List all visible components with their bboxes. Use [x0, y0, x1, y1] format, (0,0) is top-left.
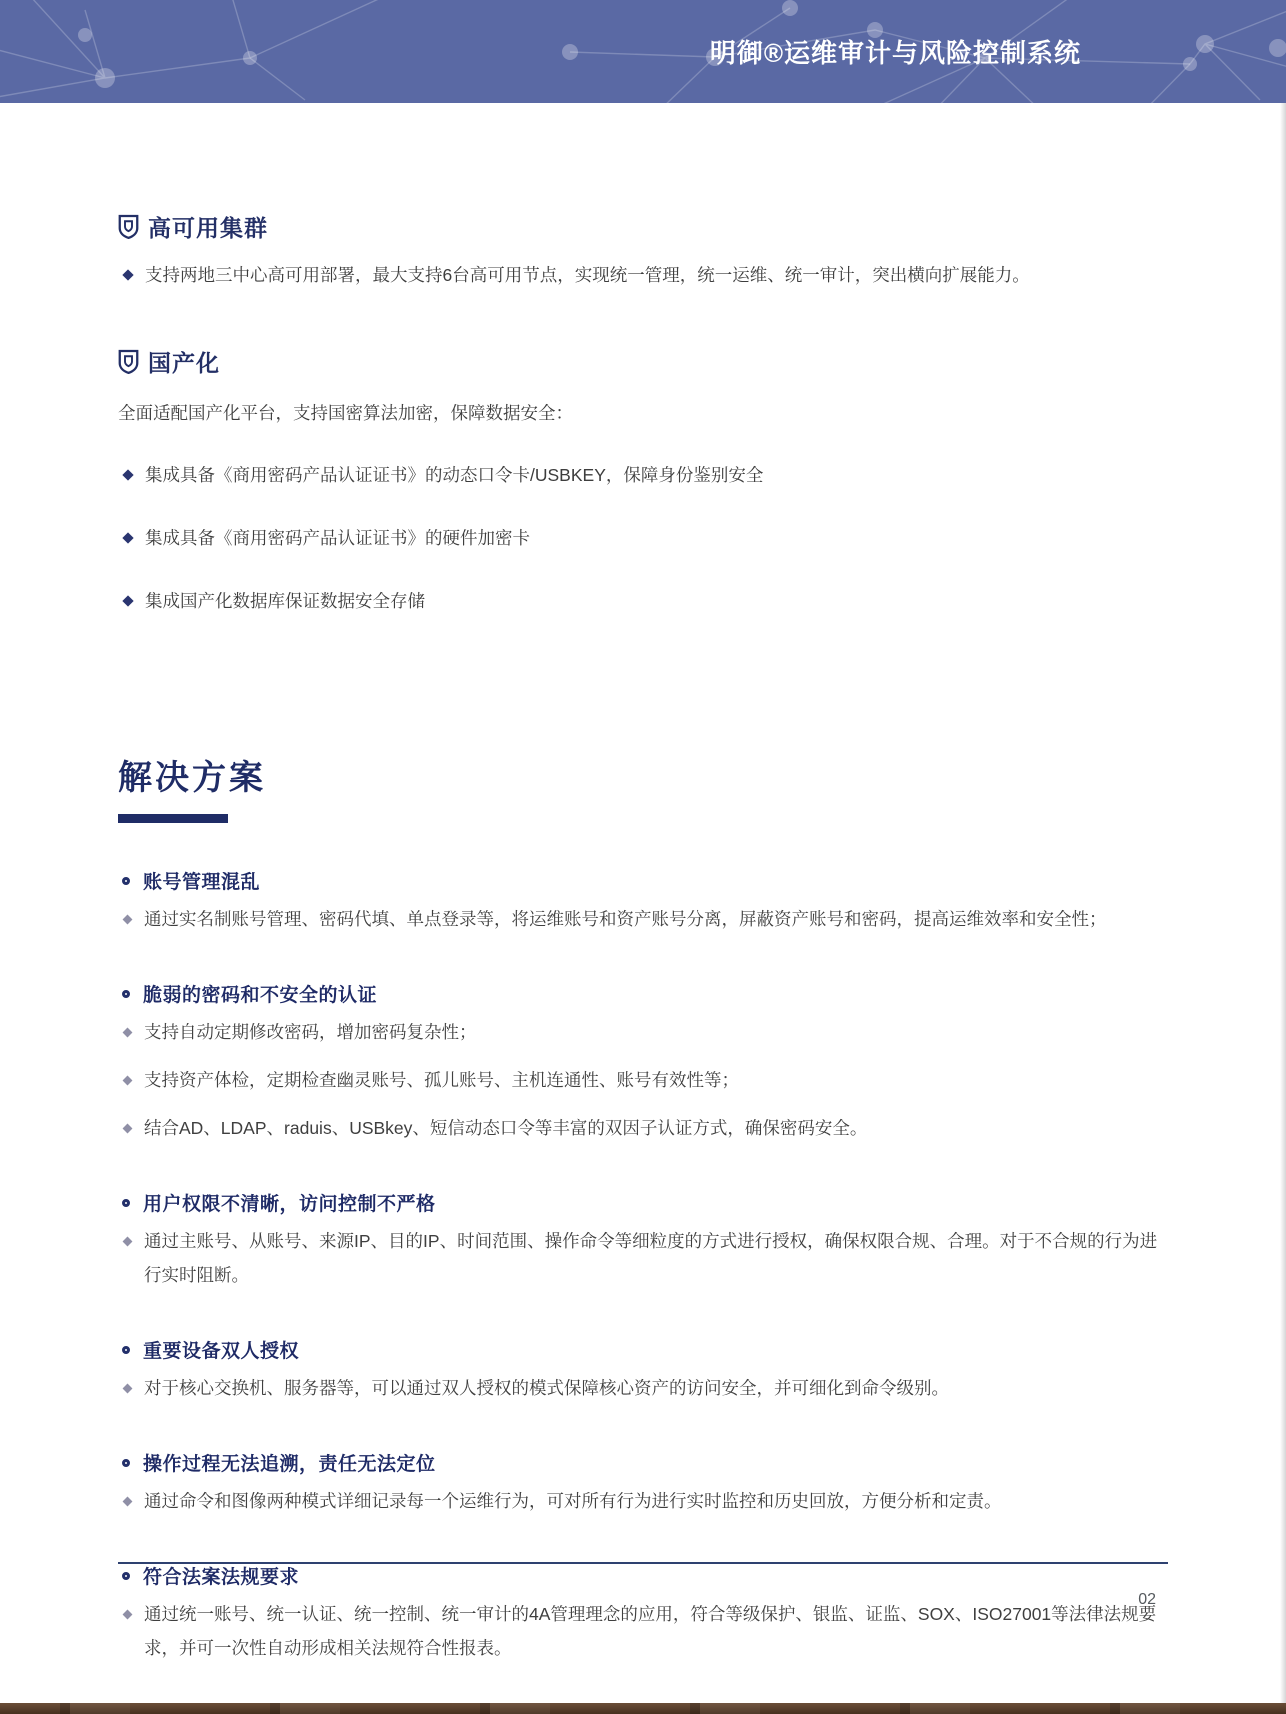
circle-ring-icon: [122, 1459, 130, 1467]
solution-item-dual-authorization: [118, 1336, 1168, 1405]
diamond-icon: [123, 1124, 133, 1134]
solution-bullet: [118, 1224, 1168, 1292]
solution-item-regulatory-compliance: [118, 1562, 1168, 1665]
solution-bullet: [118, 1484, 1168, 1518]
solution-bullet: [118, 1371, 1168, 1405]
diamond-icon: [122, 532, 133, 543]
feature-bullet: [118, 259, 1168, 291]
feature-section-ha-cluster: [118, 210, 1168, 291]
solution-heading: [118, 980, 1168, 1007]
feature-bullet-text: 集成具备《商用密码产品认证证书》的硬件加密卡: [145, 528, 530, 548]
solution-item-untraceable-operations: [118, 1449, 1168, 1518]
diamond-icon: [122, 269, 133, 280]
solution-title: 账号管理混乱: [143, 872, 261, 893]
solution-bullet: [118, 1015, 1168, 1049]
feature-intro-text: 全面适配国产化平台，支持国密算法加密，保障数据安全：: [118, 403, 573, 423]
solution-bullet: [118, 1111, 1168, 1145]
table-surface-strip: [0, 1703, 1286, 1714]
solution-heading: [118, 1562, 1168, 1589]
feature-bullet-text: 支持两地三中心高可用部署，最大支持6台高可用节点，实现统一管理，统一运维、统一审计，突出横向扩展能力。: [145, 265, 1030, 285]
circle-ring-icon: [122, 1199, 130, 1207]
solution-item-account-chaos: [118, 867, 1168, 936]
solution-title: 符合法案法规要求: [143, 1567, 300, 1588]
solution-title: 操作过程无法追溯，责任无法定位: [143, 1454, 436, 1475]
title-underline-bar: [118, 814, 228, 823]
solution-title: 重要设备双人授权: [143, 1341, 300, 1362]
diamond-icon: [123, 915, 133, 925]
solution-bullet-text: 结合AD、LDAP、raduis、USBkey、短信动态口令等丰富的双因子认证方式，确保密码安全。: [144, 1118, 868, 1138]
feature-bullet-text: 集成具备《商用密码产品认证证书》的动态口令卡/USBKEY，保障身份鉴别安全: [145, 465, 764, 485]
feature-heading: [118, 345, 1168, 378]
solution-heading: [118, 1189, 1168, 1216]
solution-bullet-text: 支持自动定期修改密码，增加密码复杂性；: [144, 1022, 477, 1042]
solution-bullet: [118, 1597, 1168, 1665]
feature-bullet-text: 集成国产化数据库保证数据安全存储: [145, 591, 425, 611]
solution-heading: [118, 867, 1168, 894]
circle-ring-icon: [122, 990, 130, 998]
feature-bullet: [118, 522, 1168, 554]
solution-bullet-text: 支持资产体检，定期检查幽灵账号、孤儿账号、主机连通性、账号有效性等；: [144, 1070, 739, 1090]
circle-ring-icon: [122, 1346, 130, 1354]
footer-divider-line: [118, 1562, 1168, 1564]
shield-icon: [118, 214, 139, 239]
solution-bullet: [118, 1063, 1168, 1097]
feature-section-localization: [118, 345, 1168, 617]
circle-ring-icon: [122, 1572, 130, 1580]
solution-heading: [118, 1336, 1168, 1363]
product-title: 明御®运维审计与风险控制系统: [709, 38, 1081, 68]
feature-bullet: [118, 459, 1168, 491]
solution-title: 脆弱的密码和不安全的认证: [143, 985, 378, 1006]
solution-bullet-text: 对于核心交换机、服务器等，可以通过双人授权的模式保障核心资产的访问安全，并可细化到命令级别。: [144, 1378, 949, 1398]
diamond-icon: [123, 1076, 133, 1086]
diamond-icon: [123, 1384, 133, 1394]
solution-bullet-text: 通过主账号、从账号、来源IP、目的IP、时间范围、操作命令等细粒度的方式进行授权，确保权限合规、合理。对于不合规的行为进行实时阻断。: [144, 1231, 1158, 1285]
solution-item-unclear-permissions: [118, 1189, 1168, 1292]
diamond-icon: [123, 1497, 133, 1507]
feature-bullet: [118, 585, 1168, 617]
solution-bullet-text: 通过实名制账号管理、密码代填、单点登录等，将运维账号和资产账号分离，屏蔽资产账号和密码，提高运维效率和安全性；: [144, 909, 1107, 929]
feature-title: 高可用集群: [148, 215, 268, 241]
diamond-icon: [122, 595, 133, 606]
solution-bullet-text: 通过统一账号、统一认证、统一控制、统一审计的4A管理理念的应用，符合等级保护、银监、证监、SOX、ISO27001等法律法规要求，并可一次性自动形成相关法规符合性报表。: [144, 1604, 1157, 1658]
network-pattern-graphic: [0, 0, 1286, 103]
solution-bullet-text: 通过命令和图像两种模式详细记录每一个运维行为，可对所有行为进行实时监控和历史回放，方便分析和定责。: [144, 1491, 1002, 1511]
solution-title: 用户权限不清晰，访问控制不严格: [143, 1194, 436, 1215]
shield-icon: [118, 349, 139, 374]
diamond-icon: [123, 1610, 133, 1620]
diamond-icon: [123, 1237, 133, 1247]
page-number: 02: [1138, 1591, 1156, 1608]
solution-heading: [118, 1449, 1168, 1476]
feature-heading: [118, 210, 1168, 243]
feature-title: 国产化: [148, 350, 220, 376]
page-content: [0, 210, 1286, 1665]
solution-item-weak-passwords: [118, 980, 1168, 1145]
circle-ring-icon: [122, 877, 130, 885]
solution-bullet: [118, 902, 1168, 936]
header-banner: [0, 0, 1286, 103]
solutions-section-title: 解决方案: [118, 759, 266, 797]
page-edge-shadow: [1280, 103, 1286, 1704]
diamond-icon: [122, 469, 133, 480]
diamond-icon: [123, 1028, 133, 1038]
